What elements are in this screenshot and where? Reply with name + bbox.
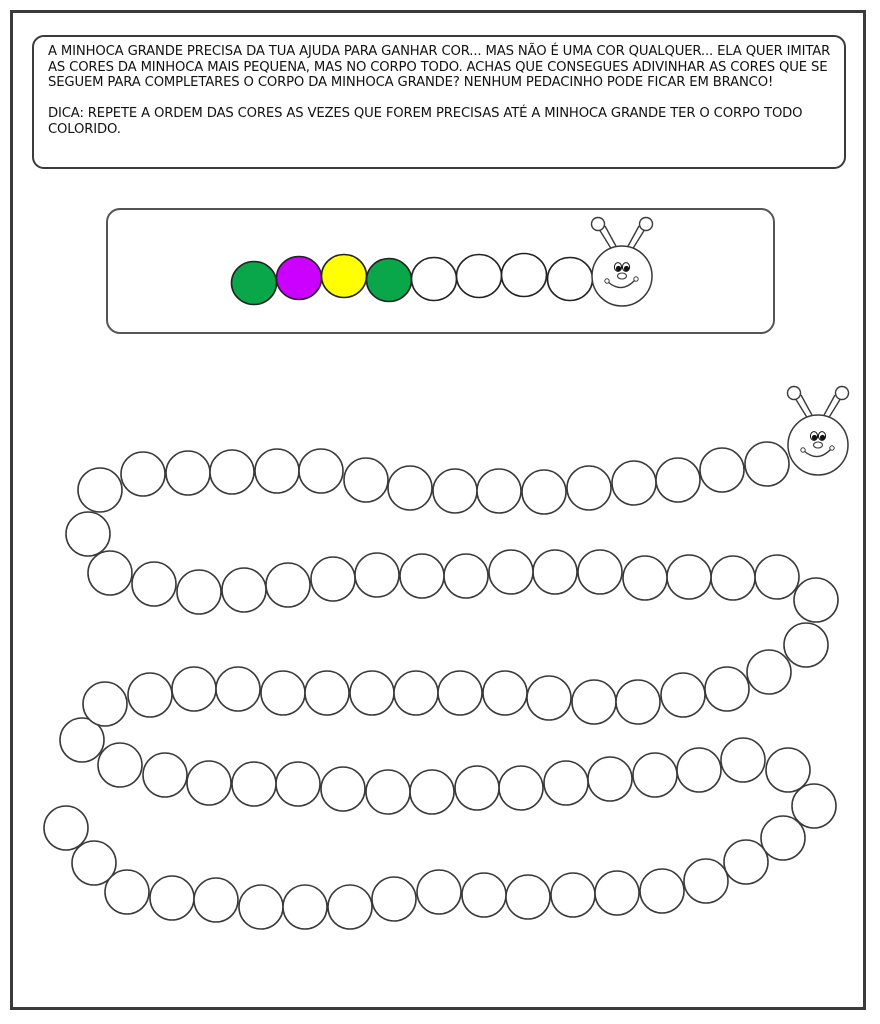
- big-worm-segment: [222, 568, 266, 612]
- big-worm-segment: [572, 680, 616, 724]
- big-worm-segment: [321, 767, 365, 811]
- big-worm-segment: [623, 556, 667, 600]
- model-worm-segment: [502, 254, 547, 297]
- big-worm-segment: [766, 748, 810, 792]
- big-worm-segment: [633, 753, 677, 797]
- big-worm-segment: [522, 470, 566, 514]
- big-worm-segment: [462, 873, 506, 917]
- big-worm-segment: [711, 556, 755, 600]
- big-worm-segment: [210, 450, 254, 494]
- instructions-paragraph: A MINHOCA GRANDE PRECISA DA TUA AJUDA PARA GANHAR COR... MAS NÃO É UMA COR QUALQUER... ELA QUER IMITAR AS CORES DA MINHOCA MAIS PEQUENA, MAS NO CORPO TODO. ACHAS QUE CONSEGUES ADIVINHAR AS CORES QUE SE SEGUEM PARA COMPLETARES O CORPO DA MINHOCA GRANDE? NENHUM PEDACINHO PODE FICAR EM BRANCO!: [48, 44, 831, 90]
- big-worm-segment: [88, 551, 132, 595]
- big-worm-segment: [283, 885, 327, 929]
- big-worm-segment: [656, 458, 700, 502]
- pupil: [624, 266, 629, 271]
- cheek: [605, 279, 609, 283]
- big-worm-segment: [232, 762, 276, 806]
- big-worm-segment: [677, 748, 721, 792]
- big-worm-segment: [216, 667, 260, 711]
- big-worm-segment: [747, 650, 791, 694]
- big-worm-segment: [299, 449, 343, 493]
- big-worm-head-icon: [788, 387, 849, 476]
- model-worm-segment: [457, 255, 502, 298]
- pupil: [616, 266, 621, 271]
- big-worm-segment: [792, 784, 836, 828]
- big-worm-segment: [640, 869, 684, 913]
- big-worm-segment: [255, 449, 299, 493]
- big-worm-segment: [438, 671, 482, 715]
- big-worm-segment: [350, 671, 394, 715]
- big-worm-segment: [544, 761, 588, 805]
- big-worm-segment: [506, 875, 550, 919]
- big-worm-segment: [455, 766, 499, 810]
- big-worm-segment: [578, 550, 622, 594]
- big-worm-segment: [595, 871, 639, 915]
- big-worm-segment: [794, 578, 838, 622]
- big-worm-segment: [328, 885, 372, 929]
- big-worm-segment: [745, 442, 789, 486]
- big-worm-segment: [388, 466, 432, 510]
- antenna-tip: [788, 387, 801, 400]
- antenna: [801, 395, 813, 417]
- big-worm-segment: [366, 770, 410, 814]
- big-worm-segment: [66, 512, 110, 556]
- big-worm-segment: [150, 876, 194, 920]
- nose: [618, 273, 627, 279]
- big-worm-segment: [166, 451, 210, 495]
- big-worm-segment: [311, 557, 355, 601]
- big-worm-segment: [724, 840, 768, 884]
- big-worm-segment: [400, 554, 444, 598]
- antenna: [599, 229, 612, 250]
- antenna-tip: [836, 387, 849, 400]
- big-worm-segment: [444, 554, 488, 598]
- big-worm-segment: [394, 671, 438, 715]
- big-worm-segment: [121, 452, 165, 496]
- big-worm: [44, 442, 838, 929]
- model-worm-segment: [277, 257, 322, 300]
- big-worm-segment: [667, 555, 711, 599]
- big-worm-segment: [499, 766, 543, 810]
- cheek: [830, 446, 834, 450]
- model-worm-segment: [232, 262, 277, 305]
- antenna-tip: [592, 218, 605, 231]
- big-worm-segment: [305, 671, 349, 715]
- big-worm-segment: [661, 673, 705, 717]
- antenna: [828, 398, 841, 419]
- big-worm-segment: [83, 682, 127, 726]
- big-worm-segment: [143, 753, 187, 797]
- big-worm-segment: [612, 461, 656, 505]
- pupil: [812, 435, 817, 440]
- big-worm-segment: [187, 761, 231, 805]
- cheek: [634, 277, 638, 281]
- big-worm-segment: [755, 555, 799, 599]
- big-worm-segment: [261, 671, 305, 715]
- big-worm-segment: [344, 458, 388, 502]
- hint-paragraph: DICA: REPETE A ORDEM DAS CORES AS VEZES QUE FOREM PRECISAS ATÉ A MINHOCA GRANDE TER O CORPO TODO COLORIDO.: [48, 106, 803, 137]
- big-worm-segment: [616, 680, 660, 724]
- big-worm-segment: [483, 671, 527, 715]
- big-worm-segment: [44, 806, 88, 850]
- big-worm-segment: [433, 469, 477, 513]
- big-worm-segment: [78, 468, 122, 512]
- model-worm-segment: [367, 259, 412, 302]
- big-worm-segment: [700, 448, 744, 492]
- model-worm-segment: [322, 255, 367, 298]
- antenna-tip: [640, 218, 653, 231]
- big-worm-segment: [684, 859, 728, 903]
- big-worm-segment: [721, 738, 765, 782]
- big-worm-segment: [533, 550, 577, 594]
- big-worm-segment: [410, 770, 454, 814]
- big-worm-segment: [105, 870, 149, 914]
- antenna: [627, 226, 639, 248]
- big-worm-segment: [177, 570, 221, 614]
- antenna: [795, 398, 808, 419]
- cheek: [801, 448, 805, 452]
- big-worm-segment: [355, 553, 399, 597]
- big-worm-segment: [128, 673, 172, 717]
- big-worm-segment: [266, 563, 310, 607]
- nose: [814, 442, 823, 448]
- big-worm-segment: [172, 667, 216, 711]
- big-worm-segment: [527, 676, 571, 720]
- antenna: [632, 229, 645, 250]
- big-worm-segment: [372, 877, 416, 921]
- model-worm-head-icon: [592, 218, 653, 307]
- big-worm-segment: [567, 466, 611, 510]
- big-worm-segment: [417, 870, 461, 914]
- antenna: [605, 226, 617, 248]
- big-worm-segment: [276, 762, 320, 806]
- antenna: [823, 395, 835, 417]
- model-worm-segment: [548, 258, 593, 301]
- big-worm-segment: [132, 562, 176, 606]
- big-worm-segment: [98, 743, 142, 787]
- big-worm-segment: [194, 878, 238, 922]
- model-worm-segment: [412, 258, 457, 301]
- big-worm-segment: [705, 667, 749, 711]
- model-worm: [232, 254, 593, 305]
- big-worm-segment: [239, 885, 283, 929]
- big-worm-segment: [477, 469, 521, 513]
- big-worm-segment: [551, 873, 595, 917]
- big-worm-segment: [489, 550, 533, 594]
- big-worm-segment: [784, 623, 828, 667]
- big-worm-segment: [588, 757, 632, 801]
- pupil: [820, 435, 825, 440]
